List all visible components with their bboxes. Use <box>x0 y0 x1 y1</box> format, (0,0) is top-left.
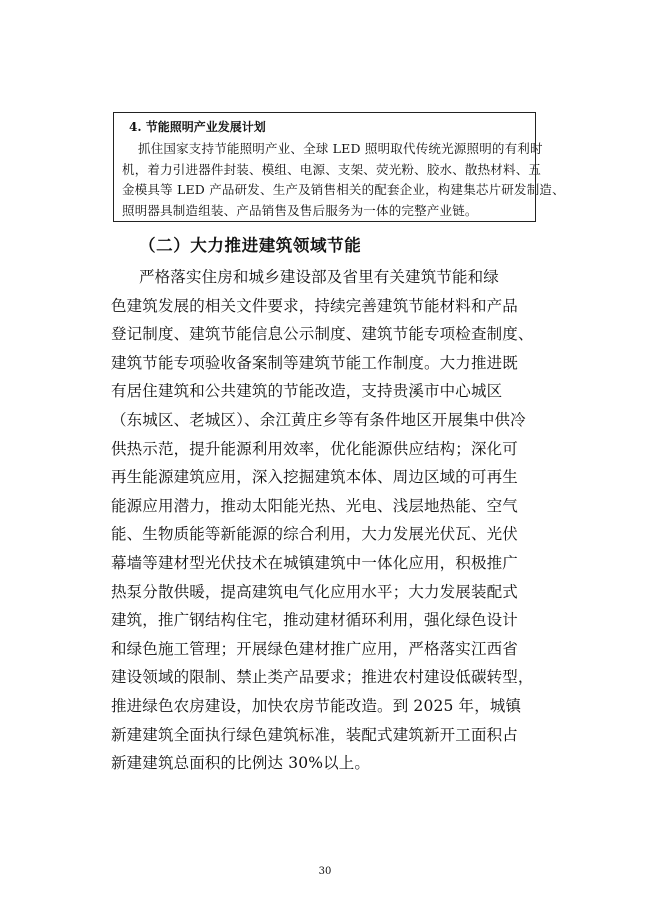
body-paragraph <box>111 263 541 778</box>
page-number: 30 <box>318 866 332 877</box>
section-heading: （二）大力推进建筑领域节能 <box>139 236 362 255</box>
box-line: 机，着力引进器件封装、模组、电源、支架、荧光粉、胶水、散热材料、五 <box>122 161 542 177</box>
paragraph-line: 供热示范，提升能源利用效率，优化能源供应结构；深化可 <box>111 439 518 458</box>
box-line: 照明器具制造组装、产品销售及售后服务为一体的完整产业链。 <box>122 202 478 218</box>
paragraph-line: 热泵分散供暖，提高建筑电气化应用水平；大力发展装配式 <box>111 582 518 601</box>
box-line: 抓住国家支持节能照明产业、全球 LED 照明取代传统光源照明的有利时 <box>138 141 543 156</box>
box-title: 4. 节能照明产业发展计划 <box>129 120 266 134</box>
plan-box <box>113 112 565 222</box>
paragraph-line: 有居住建筑和公共建筑的节能改造，支持贵溪市中心城区 <box>111 382 503 401</box>
paragraph-line: 建筑节能专项验收备案制等建筑节能工作制度。大力推进既 <box>111 353 518 372</box>
paragraph-line: 再生能源建筑应用，深入挖掘建筑本体、周边区域的可再生 <box>111 468 518 487</box>
paragraph-line: 严格落实住房和城乡建设部及省里有关建筑节能和绿 <box>139 268 499 286</box>
paragraph-line: 新建建筑全面执行绿色建筑标准，装配式建筑新开工面积占 <box>111 725 518 744</box>
box-line: 金模具等 LED 产品研发、生产及销售相关的配套企业，构建集芯片研发制造、 <box>122 182 565 197</box>
paragraph-line: 登记制度、建筑节能信息公示制度、建筑节能专项检查制度、 <box>111 325 534 344</box>
paragraph-line: 幕墙等建材型光伏技术在城镇建筑中一体化应用，积极推广 <box>111 553 518 572</box>
paragraph-line: 新建建筑总面积的比例达 30%以上。 <box>111 754 371 773</box>
paragraph-line: 建筑，推广钢结构住宅，推动建材循环利用，强化绿色设计 <box>111 611 518 630</box>
paragraph-line: 能源应用潜力，推动太阳能光热、光电、浅层地热能、空气 <box>111 496 518 515</box>
paragraph-line: 建设领域的限制、禁止类产品要求；推进农村建设低碳转型， <box>111 668 534 687</box>
paragraph-line: 推进绿色农房建设，加快农房节能改造。到 2025 年，城镇 <box>111 696 522 715</box>
paragraph-line: 和绿色施工管理；开展绿色建材推广应用，严格落实江西省 <box>111 639 518 658</box>
paragraph-line: （东城区、老城区）、余江黄庄乡等有条件地区开展集中供冷 <box>111 410 526 429</box>
paragraph-line: 色建筑发展的相关文件要求，持续完善建筑节能材料和产品 <box>111 296 518 315</box>
paragraph-line: 能、生物质能等新能源的综合利用，大力发展光伏瓦、光伏 <box>111 525 518 544</box>
